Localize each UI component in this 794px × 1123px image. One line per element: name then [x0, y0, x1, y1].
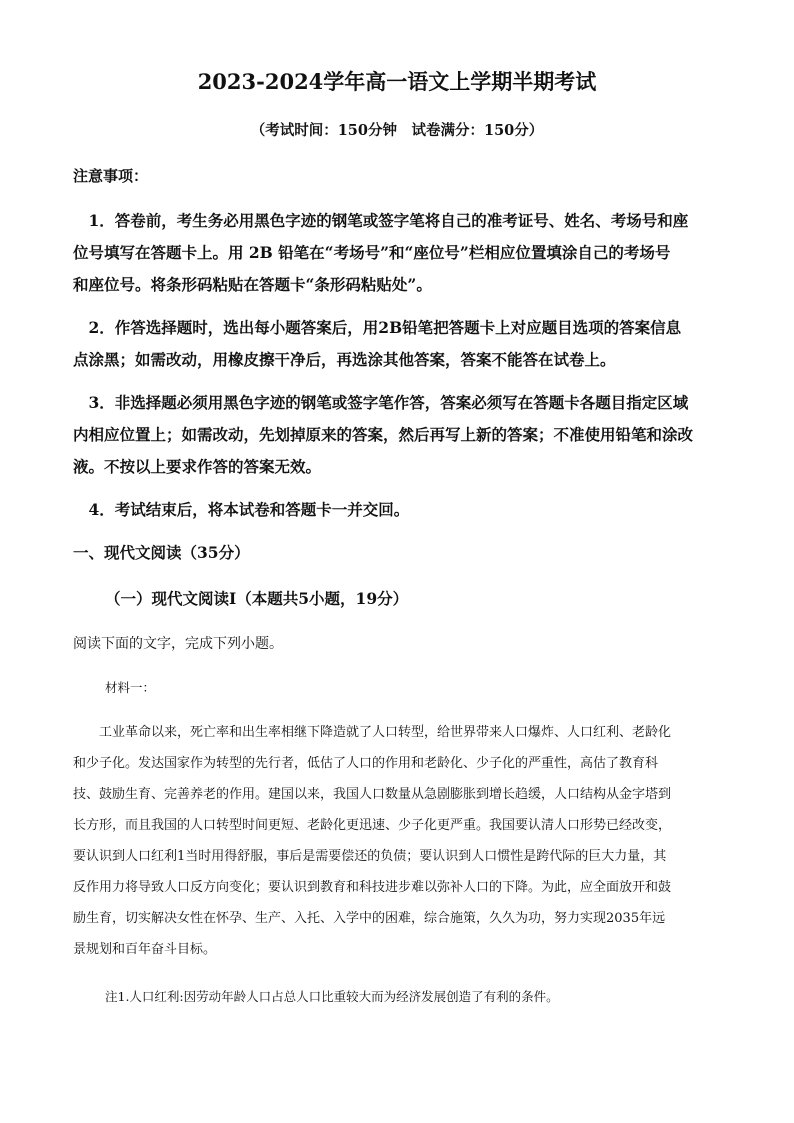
passage-line: 长方形，而且我国的人口转型时间更短、老龄化更迅速、少子化更严重。我国要认清人口形势已经改变， [73, 818, 672, 833]
passage-line: 景规划和百年奋斗目标。 [73, 942, 217, 957]
passage-line: 反作用力将导致人口反方向变化；要认识到教育和科技进步难以弥补人口的下降。为此，应全面放开和鼓 [73, 880, 672, 895]
page-title: 2023-2024学年高一语文上学期半期考试 [197, 69, 597, 94]
section-heading: 一、现代文阅读（35分） [73, 543, 250, 562]
passage-line: 工业革命以来，死亡率和出生率相继下降造就了人口转型，给世界带来人口爆炸、人口红利、老龄化 [73, 725, 672, 740]
passage-line: 励生育，切实解决女性在怀孕、生产、入托、入学中的困难，综合施策，久久为功，努力实现2035年远 [73, 911, 666, 926]
rule-line: 内相应位置上；如需改动，先划掉原来的答案，然后再写上新的答案；不准使用铅笔和涂改 [73, 425, 694, 444]
notice-rule-3 [73, 387, 721, 483]
rule-line: 液。不按以上要求作答的答案无效。 [73, 457, 322, 476]
material-label: 材料一： [105, 680, 156, 695]
subsection-heading: （一）现代文阅读Ⅰ（本题共5小题，19分） [105, 589, 409, 608]
rule-line: 2．作答选择题时，选出每小题答案后，用2B铅笔把答题卡上对应题目选项的答案信息 [73, 318, 682, 337]
notice-heading: 注意事项： [73, 167, 149, 185]
rule-line: 点涂黑；如需改动，用橡皮擦干净后，再选涂其他答案，答案不能答在试卷上。 [73, 350, 616, 369]
notice-rule-4 [73, 494, 721, 526]
rule-line: 4．考试结束后，将本试卷和答题卡一并交回。 [73, 500, 410, 519]
rule-line: 位号填写在答题卡上。用 2B 铅笔在“考场号”和“座位号”栏相应位置填涂自己的考场号 [73, 243, 671, 262]
notice-rule-2 [73, 312, 721, 376]
passage-line: 和少子化。发达国家作为转型的先行者，低估了人口的作用和老龄化、少子化的严重性，高估了教育科 [73, 756, 659, 771]
rule-line: 3．非选择题必须用黑色字迹的钢笔或签字笔作答，答案必须写在答题卡各题目指定区域 [73, 393, 689, 412]
reading-instruction: 阅读下面的文字，完成下列小题。 [73, 636, 283, 652]
notice-rule-1 [73, 205, 721, 301]
rule-line: 1．答卷前，考生务必用黑色字迹的钢笔或签字笔将自己的准考证号、姓名、考场号和座 [73, 211, 689, 230]
passage-line: 要认识到人口红利1当时用得舒服，事后是需要偿还的负债；要认识到人口惯性是跨代际的巨大力量，其 [73, 849, 667, 864]
material-passage [73, 717, 721, 965]
exam-time-info: （考试时间：150分钟 试卷满分：150分） [250, 122, 544, 139]
passage-line: 技、鼓励生育、完善养老的作用。建国以来，我国人口数量从急剧膨胀到增长趋缓，人口结构从金字塔到 [73, 787, 672, 802]
rule-line: 和座位号。将条形码粘贴在答题卡“条形码粘贴处”。 [73, 275, 432, 294]
footnote: 注1.人口红利:因劳动年龄人口占总人口比重较大而为经济发展创造了有利的条件。 [105, 989, 559, 1004]
